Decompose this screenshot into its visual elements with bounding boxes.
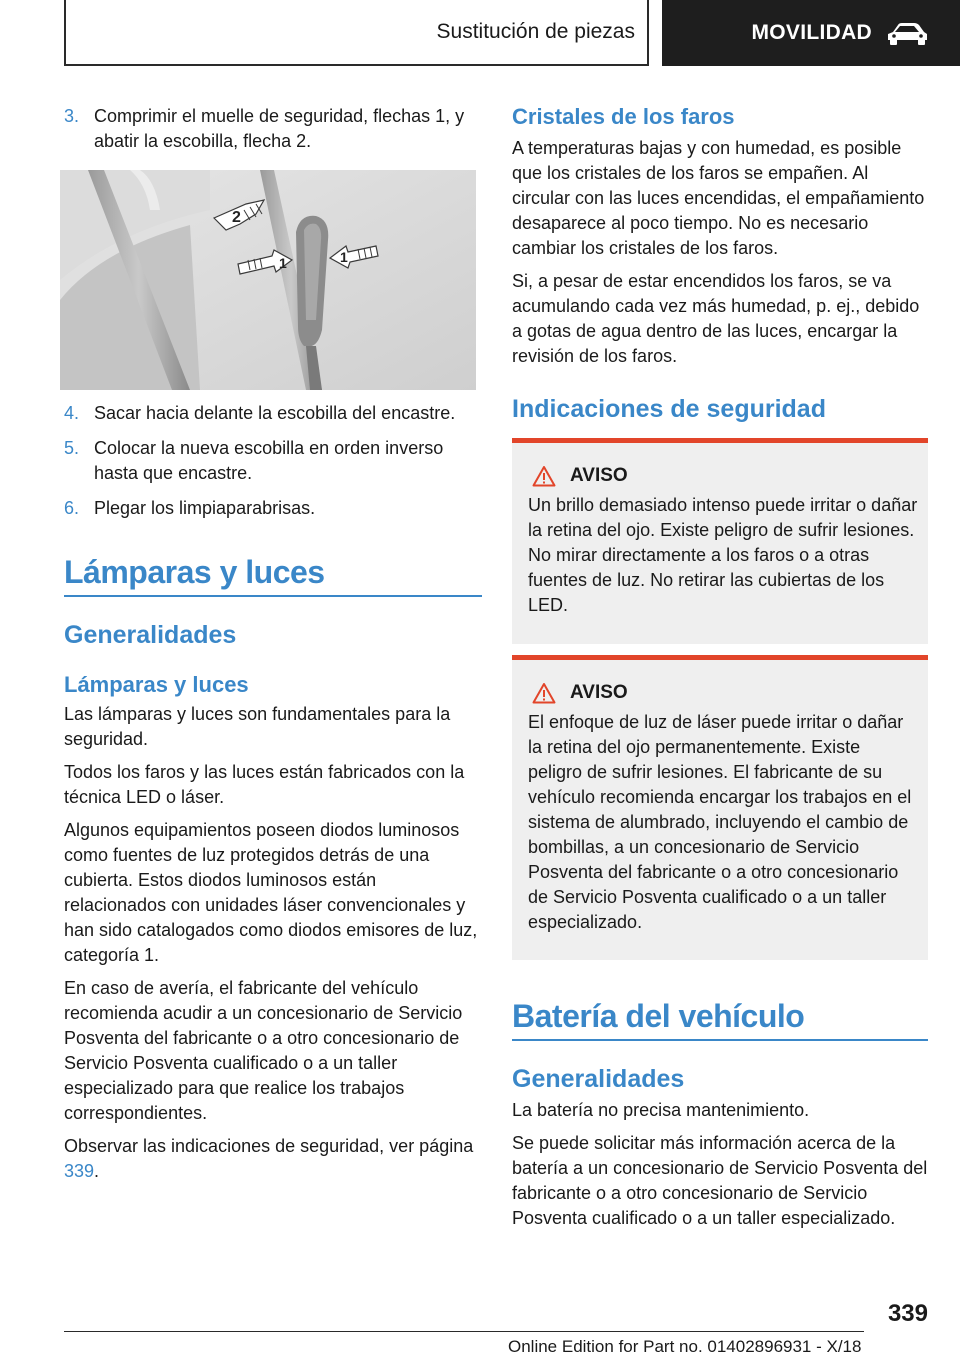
footer-rule	[64, 1331, 864, 1332]
warning-box-2	[512, 655, 928, 960]
step-text: Plegar los limpiaparabrisas.	[94, 498, 316, 518]
warning-box-1	[512, 438, 928, 644]
car-icon	[884, 20, 930, 46]
glass-section	[512, 104, 928, 369]
lamps-section	[64, 554, 482, 1184]
battery-title-rule	[512, 1039, 928, 1041]
step-4	[64, 401, 482, 426]
safety-heading: Indicaciones de seguridad	[512, 395, 826, 423]
footer-edition: Online Edition for Part no. 01402896931 - X/18	[508, 1337, 862, 1356]
lamps-title: Lámparas y luces	[64, 554, 325, 590]
battery-section	[512, 998, 928, 1231]
step-5	[64, 436, 482, 486]
step-number: 3.	[64, 106, 80, 126]
wiper-blade-illustration	[60, 170, 476, 390]
battery-paragraph-2: Se puede solicitar más información acerca de la batería a un concesionario de Servicio Posventa del fabricante o a otro concesionario de Servicio Posventa cualificado o a un taller especializado.	[512, 1133, 928, 1228]
page-link[interactable]: 339	[64, 1161, 95, 1181]
glass-paragraph-1: A temperaturas bajas y con humedad, es posible que los cristales de los faros se empañen. Al circular con las luces encendidas, el empañamiento desaparece al poco tiempo. No es necesario cambiar los cristales de los faros.	[512, 138, 925, 258]
see-page-suffix: .	[94, 1161, 100, 1181]
lamps-general-heading: Generalidades	[64, 621, 237, 649]
battery-title: Batería del vehículo	[512, 998, 805, 1034]
figure-label-1a: 1	[279, 255, 287, 271]
lamps-paragraph-1: Las lámparas y luces son fundamentales para la seguridad.	[64, 704, 451, 749]
figure-label-1b: 1	[340, 249, 348, 265]
glass-paragraph-2: Si, a pesar de estar encendidos los faros, se va acumulando cada vez más humedad, p. ej., debido a gotas de agua dentro de las luces, encargar la revisión de los faros.	[512, 271, 920, 366]
lamps-sub-heading: Lámparas y luces	[64, 672, 249, 697]
battery-paragraph-1: La batería no precisa mantenimiento.	[512, 1100, 810, 1120]
header-chapter-tab	[662, 0, 960, 66]
header-section-box	[64, 0, 649, 66]
step-6	[64, 496, 482, 521]
safety-heading-wrap	[512, 395, 928, 424]
lamps-paragraph-5	[64, 1134, 482, 1184]
warning-text: El enfoque de luz de láser puede irritar o dañar la retina del ojo permanentemente. Existe peligro de sufrir lesiones. El fabricante de su vehículo recomienda encargar los trabajos en el sistema de alumbrado, incluyendo el cambio de bombillas, a un concesionario de Servicio Posventa del fabricante o a otro concesionario de Servicio Posventa cualificado o a un taller especializado.	[528, 712, 912, 932]
lamps-title-rule	[64, 595, 482, 597]
figure-label-2: 2	[232, 209, 241, 226]
lamps-paragraph-2: Todos los faros y las luces están fabricados con la técnica LED o láser.	[64, 762, 465, 807]
step-text: Comprimir el muelle de seguridad, flechas 1, y abatir la escobilla, flecha 2.	[94, 106, 465, 151]
warning-text: Un brillo demasiado intenso puede irritar o dañar la retina del ojo. Existe peligro de sufrir lesiones. No mirar directamente a los faros o a otras fuentes de luz. No retirar las cubiertas de los LED.	[528, 495, 918, 615]
warning-label: AVISO	[570, 682, 628, 703]
page-number: 339	[887, 1300, 928, 1327]
warning-triangle-icon	[532, 465, 556, 487]
warning-header	[522, 465, 918, 487]
steps-list-top	[64, 104, 482, 154]
step-text: Sacar hacia delante la escobilla del encastre.	[94, 403, 456, 423]
header-chapter-title: MOVILIDAD	[751, 21, 872, 44]
warning-header	[522, 682, 918, 704]
header-section-title: Sustitución de piezas	[436, 20, 635, 43]
warning-triangle-icon	[532, 682, 556, 704]
step-number: 6.	[64, 498, 80, 518]
glass-heading: Cristales de los faros	[512, 104, 735, 129]
lamps-paragraph-4: En caso de avería, el fabricante del vehículo recomienda acudir a un concesionario de Servicio Posventa del fabricante o a otro concesionario de Servicio Posventa cualificado o a un taller especializado para que realice los trabajos correspondientes.	[64, 978, 463, 1123]
see-page-text: Observar las indicaciones de seguridad, ver página	[64, 1136, 474, 1156]
step-number: 4.	[64, 403, 80, 423]
step-3	[64, 104, 482, 154]
steps-list-bottom	[64, 401, 482, 521]
lamps-paragraph-3: Algunos equipamientos poseen diodos luminosos como fuentes de luz protegidos detrás de una cubierta. Estos diodos luminosos están relacionados con unidades láser convencionales y han sido catalogados como diodos emisores de luz, categoría 1.	[64, 820, 478, 965]
warning-label: AVISO	[570, 465, 628, 486]
battery-general-heading: Generalidades	[512, 1065, 685, 1093]
step-text: Colocar la nueva escobilla en orden inverso hasta que encastre.	[94, 438, 444, 483]
wiper-blade-figure	[60, 170, 476, 390]
step-number: 5.	[64, 438, 80, 458]
